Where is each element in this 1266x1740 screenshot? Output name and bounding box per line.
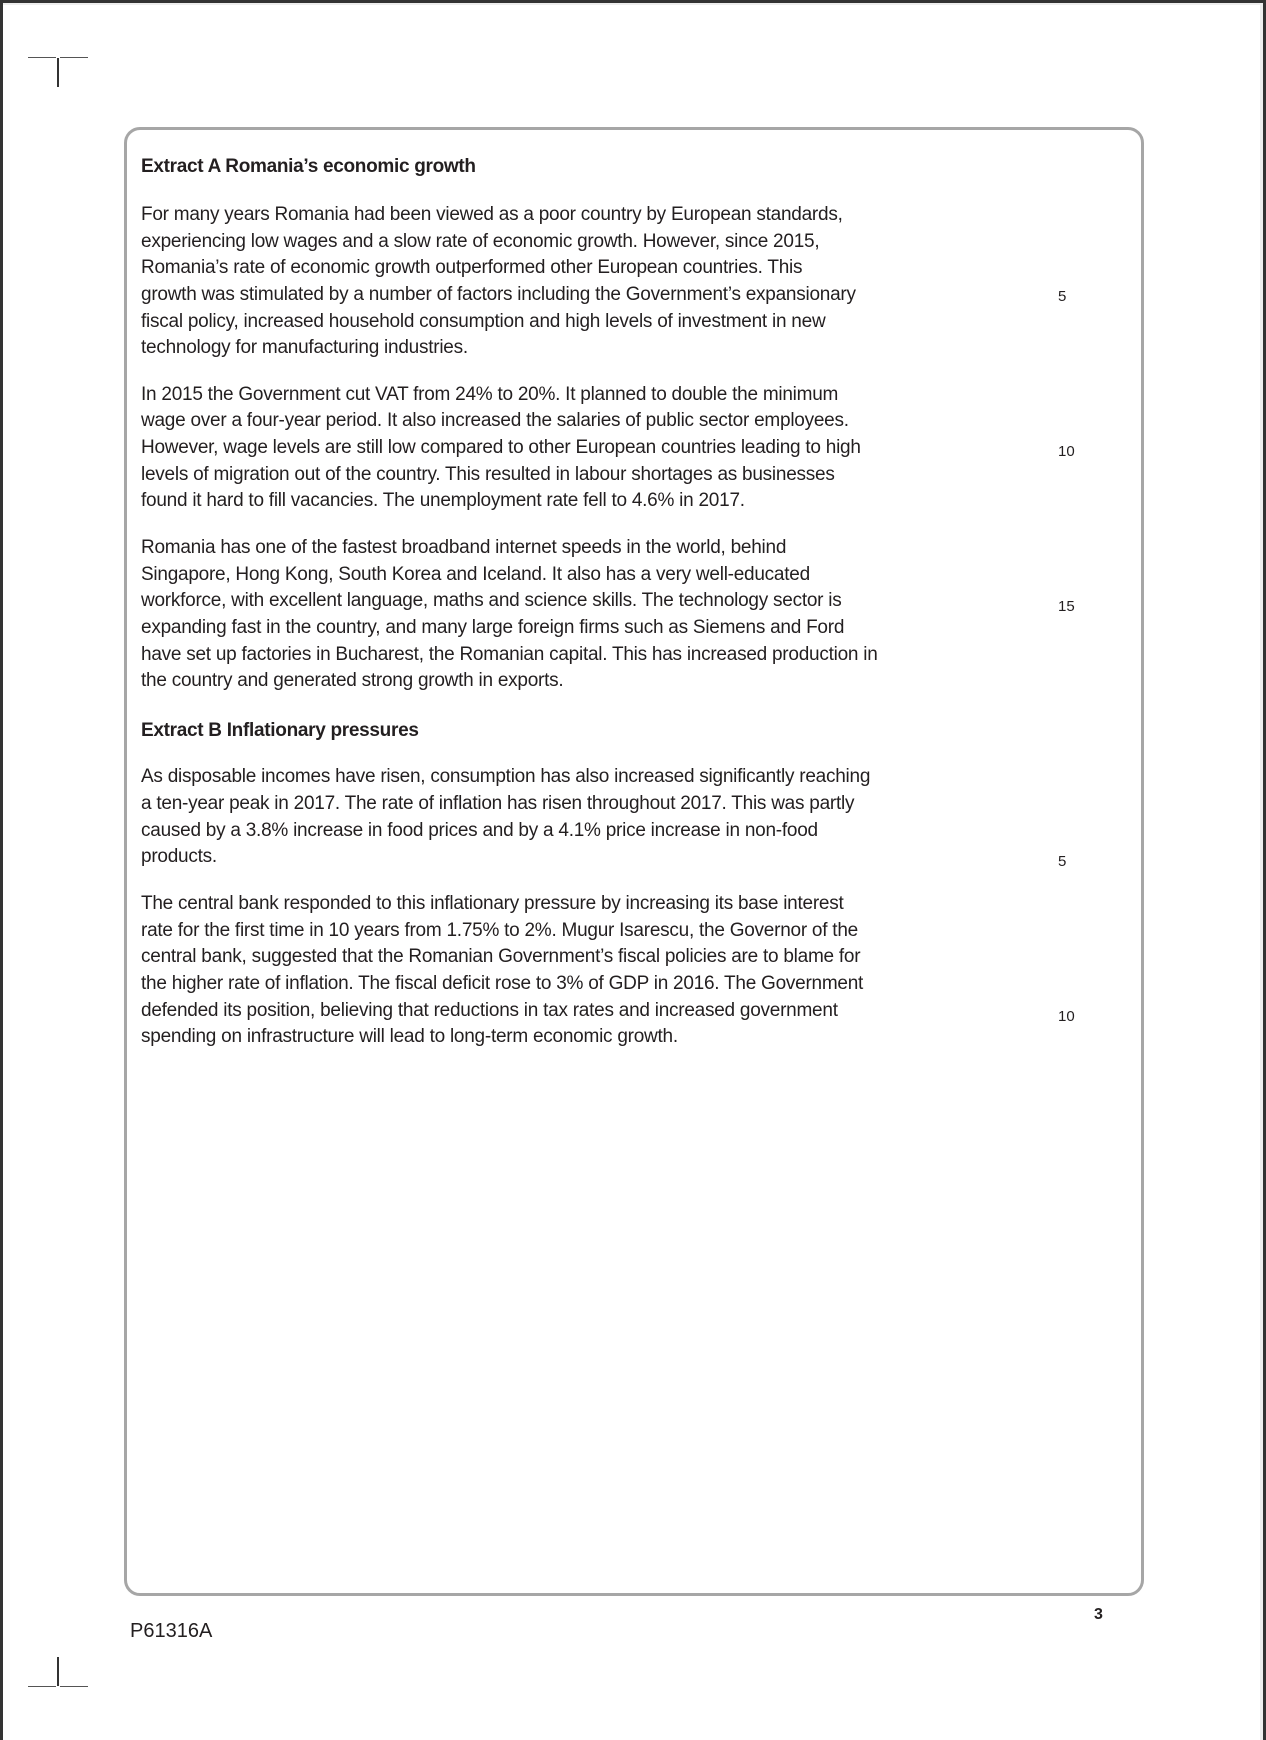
- text-line: Singapore, Hong Kong, South Korea and Iceland. It also has a very well-educated: [141, 564, 810, 585]
- text-line: levels of migration out of the country. This resulted in labour shortages as businesses: [141, 464, 835, 485]
- text-line: rate for the first time in 10 years from 1.75% to 2%. Mugur Isarescu, the Governor of the: [141, 920, 858, 941]
- extract-a-heading: Extract A Romania’s economic growth: [141, 156, 476, 177]
- text-line: Romania has one of the fastest broadband internet speeds in the world, behind: [141, 537, 787, 558]
- text-line: growth was stimulated by a number of factors including the Government’s expansionary: [141, 284, 856, 305]
- crop-mark-line: [57, 1657, 59, 1686]
- line-number: 10: [1058, 1008, 1075, 1025]
- line-number: 10: [1058, 443, 1075, 460]
- text-line: In 2015 the Government cut VAT from 24% to 20%. It planned to double the minimum: [141, 384, 839, 405]
- text-line: defended its position, believing that reductions in tax rates and increased government: [141, 1000, 838, 1021]
- text-line: central bank, suggested that the Romanian Government’s fiscal policies are to blame for: [141, 946, 861, 967]
- text-line: Romania’s rate of economic growth outperformed other European countries. This: [141, 257, 803, 278]
- page-frame-left: [0, 0, 3, 1740]
- text-line: a ten-year peak in 2017. The rate of inflation has risen throughout 2017. This was partly: [141, 793, 855, 814]
- crop-mark-line: [60, 1686, 88, 1687]
- crop-mark-line: [60, 57, 88, 58]
- extract-b-heading: Extract B Inflationary pressures: [141, 720, 419, 741]
- text-line: products.: [141, 846, 217, 867]
- line-number: 5: [1058, 853, 1067, 870]
- text-line: fiscal policy, increased household consumption and high levels of investment in new: [141, 311, 826, 332]
- text-line: experiencing low wages and a slow rate of economic growth. However, since 2015,: [141, 231, 820, 252]
- text-line: technology for manufacturing industries.: [141, 337, 468, 358]
- text-line: expanding fast in the country, and many large foreign firms such as Siemens and Ford: [141, 617, 845, 638]
- paper-reference-code: P61316A: [130, 1620, 213, 1642]
- text-line: workforce, with excellent language, maths and science skills. The technology sector is: [141, 590, 842, 611]
- text-line: caused by a 3.8% increase in food prices and by a 4.1% price increase in non-food: [141, 820, 818, 841]
- line-number: 5: [1058, 288, 1067, 305]
- text-line: However, wage levels are still low compared to other European countries leading to high: [141, 437, 861, 458]
- text-line: spending on infrastructure will lead to long-term economic growth.: [141, 1026, 678, 1047]
- line-number: 15: [1058, 598, 1075, 615]
- text-line: wage over a four-year period. It also increased the salaries of public sector employees.: [141, 410, 849, 431]
- text-line: the country and generated strong growth in exports.: [141, 670, 564, 691]
- text-line: the higher rate of inflation. The fiscal deficit rose to 3% of GDP in 2016. The Government: [141, 973, 864, 994]
- crop-mark-line: [28, 57, 56, 58]
- text-line: As disposable incomes have risen, consumption has also increased significantly reaching: [141, 766, 871, 787]
- crop-mark-line: [28, 1686, 56, 1687]
- text-line: The central bank responded to this inflationary pressure by increasing its base interest: [141, 893, 844, 914]
- page-number: 3: [1094, 1606, 1103, 1623]
- text-line: have set up factories in Bucharest, the Romanian capital. This has increased production in: [141, 644, 878, 665]
- text-line: For many years Romania had been viewed as a poor country by European standards,: [141, 204, 843, 225]
- page-frame-top-inner: [3, 3, 1263, 5]
- text-line: found it hard to fill vacancies. The unemployment rate fell to 4.6% in 2017.: [141, 490, 745, 511]
- crop-mark-line: [57, 58, 59, 87]
